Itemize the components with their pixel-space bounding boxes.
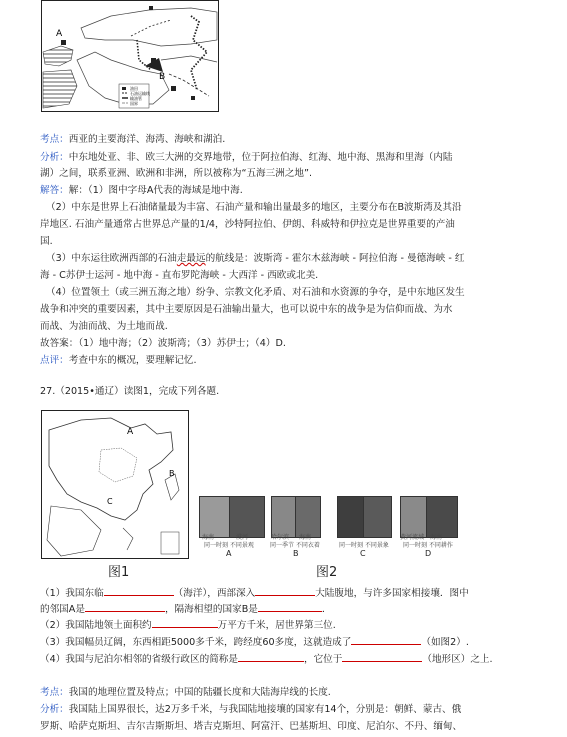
map2-label-a: A [127, 427, 134, 437]
kaodian-row-2 [40, 686, 331, 699]
kaodian-text-2: 我国的地理位置及特点；中国的陆疆长度和大陆海岸线的长度. [68, 687, 331, 698]
blank-continent[interactable] [255, 585, 315, 596]
legend-oil-route: 石油运输线 [130, 91, 150, 96]
photo-a-caption-2: 漠河 [236, 534, 249, 541]
photo-b-caption-1: 哈尔滨 [271, 534, 290, 541]
jieda-text: 解：（1）图中字母A代表的海域是地中海. [68, 185, 243, 196]
jieda-label: 解答： [40, 185, 69, 196]
jieda-row-2: （2）中东是世界上石油储量最为丰富、石油产量和输出量最多的地区，主要分布在B波斯湾及其沿 [46, 202, 462, 213]
photo-c-left [337, 496, 364, 538]
fenxi-text: 中东地处亚、非、欧三大洲的交界地带，位于阿拉伯海、红海、地中海、黑海和里海（内陆 [68, 152, 453, 163]
jieda-row-7: （4）位置领土（或三洲五海之地）纷争、宗教文化矛盾、对石油和水资源的争夺，是中东地区发生 [46, 287, 465, 298]
blank-terrain[interactable] [342, 651, 422, 662]
figure-2-label: 图2 [316, 565, 338, 580]
figure-1-label: 图1 [108, 565, 130, 580]
photo-letter-c: C [360, 549, 366, 558]
blank-area[interactable] [152, 617, 218, 628]
kaodian-text: 西亚的主要海洋、海湾、海峡和湖泊. [68, 134, 226, 145]
photo-d-caption-1: 黄河流域 [400, 534, 425, 541]
jieda-row-1 [40, 184, 243, 197]
blank-ocean[interactable] [104, 585, 174, 596]
photo-a-caption-1: 海南 [202, 534, 215, 541]
dianping-text: 考查中东的概况，要理解记忆. [68, 355, 197, 366]
map1-label-b: B [159, 72, 166, 82]
jieda-row-5: （3）中东运往欧洲西部的石油走最远的航线是：波斯湾 - 霍尔木兹海峡 - 阿拉伯海 - 曼德海峡 - 红 [46, 253, 465, 264]
fenxi-text-2: 我国陆上国界很长，达2万多千米，与我国陆地接壤的国家有14个，分别是：朝鲜、蒙古、俄 [68, 704, 462, 715]
kaodian-label-2: 考点： [40, 687, 69, 698]
photo-letter-b: B [293, 549, 299, 558]
map1-label-a: A [56, 29, 63, 39]
jieda-row-9: 而战、为油而战、为土地而战. [40, 321, 168, 332]
photo-letter-d: D [425, 549, 432, 558]
q27-part4-row: （4）我国与尼泊尔相邻的省级行政区的简称是 ，它位于 （地形区）之上. [40, 651, 493, 666]
photo-b-caption-2: 海南 [299, 534, 312, 541]
fenxi-row-2: 湖）之间，联系亚洲、欧洲和非洲，所以被称为“五海三洲之地”. [40, 168, 313, 179]
photo-letter-a: A [226, 549, 232, 558]
fenxi-row-3 [40, 703, 461, 716]
q27-part2-row: （2）我国陆地领土面积约 万平方千米，居世界第三位. [40, 617, 336, 632]
question-27-title: 27.（2015•通辽）读图1，完成下列各题. [40, 386, 220, 397]
blank-effect[interactable] [351, 634, 421, 645]
legend-border: 国界 [130, 101, 138, 106]
jieda-row-6: 海 - C苏伊士运河 - 地中海 - 直布罗陀海峡 - 大西洋 - 西欧或北美. [40, 270, 319, 281]
q27-part1-row1: （1）我国东临 （海洋），西部深入 大陆腹地，与许多国家相接壤．图中 [40, 585, 469, 600]
q27-part1-row2: 的邻国A是 ，隔海相望的国家B是 ． [40, 601, 331, 616]
legend-pipeline: 输油管 [130, 96, 142, 101]
wavy-mark: 走最远 [176, 253, 206, 264]
blank-neighbor-b[interactable] [258, 601, 322, 612]
photo-d-caption-2: 海南 [430, 534, 443, 541]
fenxi-row-1 [40, 151, 453, 164]
legend-oilfield: 油田 [130, 86, 138, 91]
q27-part3-row: （3）我国幅员辽阔，东西相距5000多千米，跨经度60多度，这就造成了 （如图2）. [40, 634, 469, 649]
dianping-row [40, 354, 197, 367]
fenxi-label: 分析： [40, 152, 69, 163]
dianping-label: 点评： [40, 355, 69, 366]
map2-label-b: B [169, 469, 175, 478]
map2-label-c: C [107, 497, 113, 506]
photo-d-sub: 同一时刻 不同耕作 [403, 542, 453, 549]
answer-row: 故答案：（1）地中海；（2）波斯湾；（3）苏伊士；（4）D. [40, 338, 286, 349]
fenxi-row-4: 罗斯、哈萨克斯坦、吉尔吉斯斯坦、塔吉克斯坦、阿富汗、巴基斯坦、印度、尼泊尔、不丹、缅甸、 [40, 721, 463, 732]
photo-c-sub: 同一时刻 不同景象 [339, 542, 389, 549]
photo-a-sub: 同一时刻 不同景观 [204, 542, 254, 549]
jieda-row-3: 岸地区. 石油产量通常占世界总产量的1/4，沙特阿拉伯、伊朗、科威特和伊拉克是世界重要的产油 [40, 219, 455, 230]
blank-province[interactable] [238, 651, 304, 662]
middle-east-map [41, 0, 219, 112]
jieda-row-8: 战争和冲突的重要因素，其中主要原因是石油输出量大，也可以说中东的战争是为信仰而战、为水 [40, 304, 453, 315]
jieda-row-4: 国. [40, 236, 53, 247]
photo-b-sub: 同一季节 不同衣着 [270, 542, 320, 549]
photo-c-right [363, 496, 392, 538]
kaodian-label: 考点： [40, 134, 69, 145]
fenxi-label-2: 分析： [40, 704, 69, 715]
blank-neighbor-a[interactable] [85, 601, 165, 612]
china-map [41, 410, 189, 559]
kaodian-row-1 [40, 133, 225, 146]
